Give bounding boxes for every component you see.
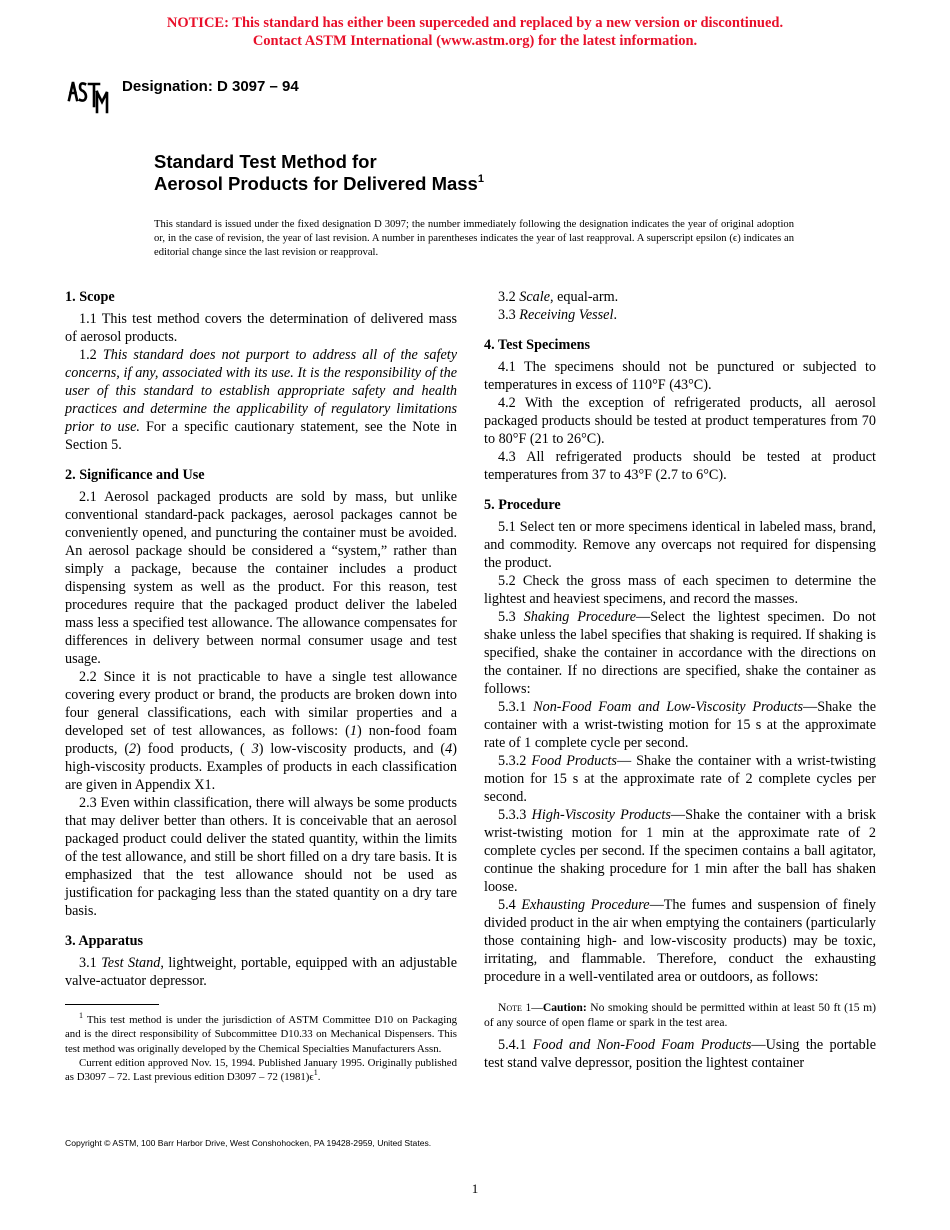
- paragraph-5-2: 5.2 Check the gross mass of each specimen to determine the lightest and heaviest specimens, and record the masses.: [484, 573, 876, 607]
- astm-logo-icon: [66, 76, 110, 116]
- paragraph-1-2: 1.2 This standard does not purport to address all of the safety concerns, if any, associated with its use. It is the responsibility of the user of this standard to establish appropriate safety and health practices and determine the applicability of regulatory limitations prior to use. For a specific cautionary statement, see the Note in Section 5.: [65, 347, 457, 453]
- title-line-2: Aerosol Products for Delivered Mass$^1$: [154, 173, 484, 194]
- paragraph-5-3-1: 5.3.1 Non-Food Foam and Low-Viscosity Products—Shake the container with a wrist-twisting motion for 15 s at the approximate rate of 1 complete cycle per second.: [484, 699, 876, 751]
- paragraph-5-3-3: 5.3.3 High-Viscosity Products—Shake the container with a brisk wrist-twisting motion for 1 min at the approximate rate of 2 complete cycles per second. If the specimen contains a ball agitator, continue the shaking procedure for 1 min after the ball has shaken loose.: [484, 807, 877, 895]
- paragraph-3-3: 3.3 Receiving Vessel.: [498, 307, 617, 323]
- title-footnote-mark: 1: [477, 173, 484, 185]
- paragraph-5-1: 5.1 Select ten or more specimens identical in labeled mass, brand, and commodity. Remove any overcaps not required for dispensing the product.: [484, 519, 876, 571]
- paragraph-2-2: 2.2 Since it is not practicable to have a single test allowance covering every product or brand, the products are broken down into four general classifications, each with similar properties and a developed set of test allowances, as follows: (1) non-food foam products, (2) food products, ( 3) low-viscosity products, and (4) high-viscosity products. Examples of products in each classification are given in Appendix X1.: [65, 669, 458, 793]
- paragraph-4-2: 4.2 With the exception of refrigerated products, all aerosol packaged products should be tested at product temperatures from 70 to 80°F (21 to 26°C).: [484, 395, 876, 447]
- paragraph-4-3: 4.3 All refrigerated products should be tested at product temperatures from 37 to 43°F (2.7 to 6°C).: [484, 449, 876, 483]
- notice-line-1: NOTICE: This standard has either been superceded and replaced by a new version or discontinued.: [166, 15, 784, 31]
- section-heading-specimens: 4. Test Specimens: [484, 337, 591, 353]
- title-line-1: Standard Test Method for: [154, 151, 377, 172]
- copyright-line: Copyright © ASTM, 100 Barr Harbor Drive, West Conshohocken, PA 19428-2959, United States.: [65, 1138, 432, 1148]
- designation: Designation: D 3097 – 94: [122, 78, 299, 95]
- notice-line-2: Contact ASTM International (www.astm.org) for the latest information.: [252, 33, 698, 49]
- page-number: 1: [471, 1181, 479, 1196]
- section-heading-procedure: 5. Procedure: [484, 497, 561, 513]
- issuance-statement: This standard is issued under the fixed designation D 3097; the number immediately following the designation indicates the year of original adoption or, in the case of revision, the year of last revision. A number in parentheses indicates the year of last reapproval. A superscript epsilon (ϵ) indicates an editorial change since the last revision or reapproval.: [154, 219, 794, 259]
- paragraph-5-3-2: 5.3.2 Food Products— Shake the container with a wrist-twisting motion for 15 s at the approximate rate of 2 complete cycles per second.: [484, 753, 876, 805]
- left-column: [65, 288, 457, 1084]
- document-title: [154, 151, 484, 195]
- paragraph-5-3: 5.3 Shaking Procedure—Select the lightest specimen. Do not shake unless the label specifies that shaking is required. If shaking is specified, shake the container in accordance with the directions on the container. If no directions are specified, shake the container as follows:: [484, 609, 876, 697]
- paragraph-3-2: 3.2 Scale, equal-arm.: [498, 289, 619, 305]
- section-heading-apparatus: 3. Apparatus: [65, 933, 144, 949]
- footnote-divider: [65, 1004, 159, 1005]
- footnote-edition: Current edition approved Nov. 15, 1994. Published January 1995. Originally published as D3097 – 72. Last previous edition D3097 – 72 $(1981)\epsilon^1$.: [65, 1056, 457, 1084]
- paragraph-2-1: 2.1 Aerosol packaged products are sold by mass, but unlike conventional standard-pack packages, aerosol packages cannot be conveniently opened, and puncturing the container must be avoided. An aerosol package should be considered a “system,” rather than simply a package, because the container includes a product dispensing system as well as the product. For this reason, test procedures require that the packaged product deliver the labeled mass less a specified test allowance. The allowance compensates for differences in delivery between normal consumer usage and test usage.: [65, 489, 457, 667]
- paragraph-4-1: 4.1 The specimens should not be punctured or subjected to temperatures in excess of 110°F (43°C).: [484, 359, 876, 393]
- discontinued-notice: [0, 14, 950, 50]
- right-column: [484, 288, 876, 1072]
- paragraph-1-1: 1.1 This test method covers the determination of delivered mass of aerosol products.: [65, 311, 457, 345]
- footnote-1: $^1$ This test method is under the jurisdiction of ASTM Committee D10 on Packaging and is the direct responsibility of Subcommittee D10.33 on Mechanical Dispensers. This test method was originally developed by the Chemical Specialties Manufacturers Assn.: [65, 1011, 457, 1055]
- paragraph-5-4-1: 5.4.1 Food and Non-Food Foam Products—Using the portable test stand valve depressor, position the lightest container: [484, 1037, 876, 1071]
- caution-note: Note 1—Caution: No smoking should be permitted within at least 50 ft (15 m) of any source of open flame or spark in the test area.: [484, 1001, 876, 1029]
- paragraph-5-4: 5.4 Exhausting Procedure—The fumes and suspension of finely divided product in the air when emptying the containers (particularly those containing high- and low-viscosity products) may be toxic, irritating, and flammable. Therefore, conduct the exhausting procedure in a well-ventilated area or outdoors, as follows:: [484, 897, 877, 985]
- paragraph-2-3: 2.3 Even within classification, there will always be some products that may deliver better than others. It is conceivable that an aerosol packaged product could deliver the stated quantity, within the limits of the test allowance, and still be short filled on a dry tare basis. It is emphasized that the test allowance should not be used as justification for packaging less than the stated quantity on a dry tare basis.: [65, 795, 457, 919]
- section-heading-significance: 2. Significance and Use: [65, 467, 205, 483]
- section-heading-scope: 1. Scope: [65, 289, 115, 305]
- paragraph-3-1: 3.1 Test Stand, lightweight, portable, equipped with an adjustable valve-actuator depressor.: [65, 955, 458, 989]
